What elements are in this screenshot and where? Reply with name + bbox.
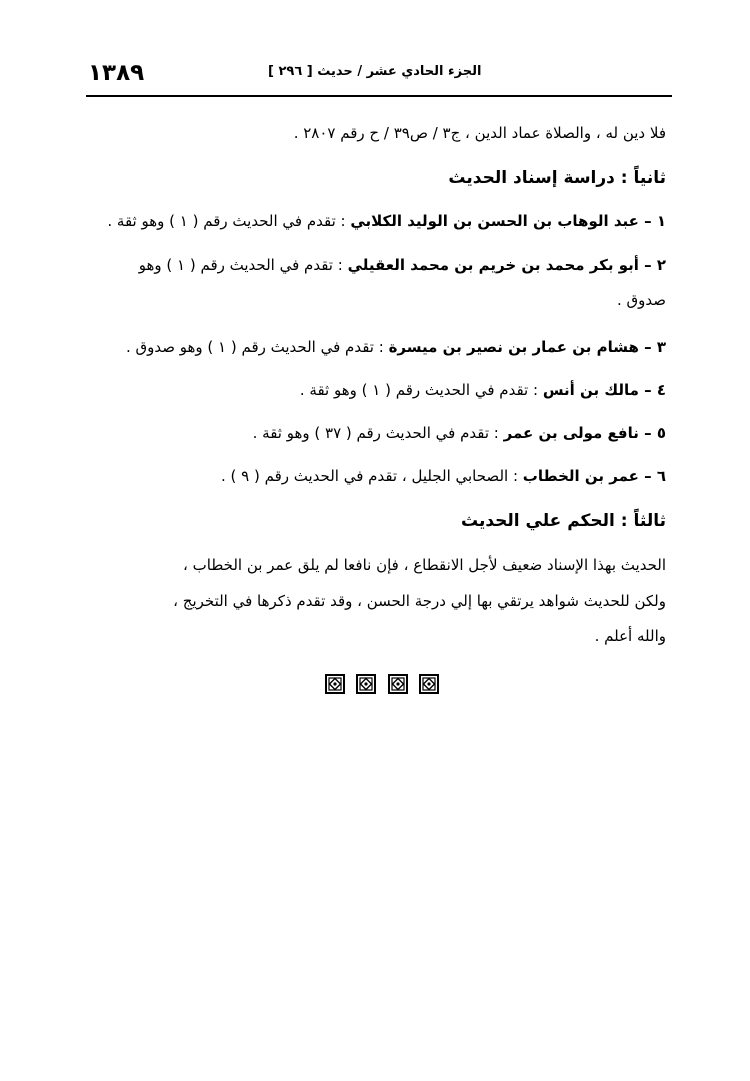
text-line-continuation: فلا دين له ، والصلاة عماد الدين ، ج٣ / ص٣٩ / ح رقم ٢٨٠٧ . bbox=[293, 124, 666, 142]
narrator-4-name: ٤ – مالك بن أنس bbox=[542, 381, 666, 399]
narrator-6 bbox=[88, 467, 666, 485]
square-knot-ornament-icon bbox=[388, 674, 408, 694]
narrator-6-name: ٦ – عمر بن الخطاب bbox=[522, 467, 666, 485]
narrator-5-name: ٥ – نافع مولى بن عمر bbox=[503, 424, 666, 442]
ruling-line-1: الحديث بهذا الإسناد ضعيف لأجل الانقطاع ، فإن نافعا لم يلق عمر بن الخطاب ، bbox=[183, 556, 666, 574]
narrator-4 bbox=[88, 381, 666, 399]
narrator-3-name: ٣ – هشام بن عمار بن نصير بن ميسرة bbox=[388, 338, 666, 356]
narrator-4-note: : تقدم في الحديث رقم ( ١ ) وهو ثقة . bbox=[299, 381, 543, 399]
section-heading-isnad: ثانياً : دراسة إسناد الحديث bbox=[448, 168, 666, 188]
narrator-2-note: : تقدم في الحديث رقم ( ١ ) وهو bbox=[138, 256, 348, 274]
page-number: ١٣٨٩ bbox=[88, 60, 145, 86]
narrator-3-note: : تقدم في الحديث رقم ( ١ ) وهو صدوق . bbox=[125, 338, 389, 356]
running-head: الجزء الحادي عشر / حديث [ ٢٩٦ ] bbox=[268, 64, 482, 79]
narrator-2-continuation: صدوق . bbox=[616, 291, 666, 309]
square-knot-ornament-icon bbox=[356, 674, 376, 694]
narrator-1 bbox=[88, 212, 666, 230]
ruling-line-3: والله أعلم . bbox=[594, 627, 666, 645]
narrator-3 bbox=[88, 338, 666, 356]
ruling-line-2: ولكن للحديث شواهد يرتقي بها إلي درجة الحسن ، وقد تقدم ذكرها في التخريج ، bbox=[173, 592, 666, 610]
square-knot-ornament-icon bbox=[419, 674, 439, 694]
narrator-6-note: : الصحابي الجليل ، تقدم في الحديث رقم ( ٩ ) . bbox=[220, 467, 523, 485]
narrator-5 bbox=[88, 424, 666, 442]
narrator-1-note: : تقدم في الحديث رقم ( ١ ) وهو ثقة . bbox=[107, 212, 351, 230]
page-header bbox=[88, 62, 672, 92]
narrator-2 bbox=[88, 256, 666, 274]
narrator-1-name: ١ – عبد الوهاب بن الحسن بن الوليد الكلابي bbox=[350, 212, 666, 230]
narrator-5-note: : تقدم في الحديث رقم ( ٣٧ ) وهو ثقة . bbox=[252, 424, 504, 442]
narrator-2-name: ٢ – أبو بكر محمد بن خريم بن محمد العقيلي bbox=[347, 256, 666, 274]
header-rule bbox=[86, 95, 672, 97]
section-heading-ruling: ثالثاً : الحكم علي الحديث bbox=[460, 511, 666, 531]
section-end-ornaments bbox=[325, 674, 439, 696]
square-knot-ornament-icon bbox=[325, 674, 345, 694]
